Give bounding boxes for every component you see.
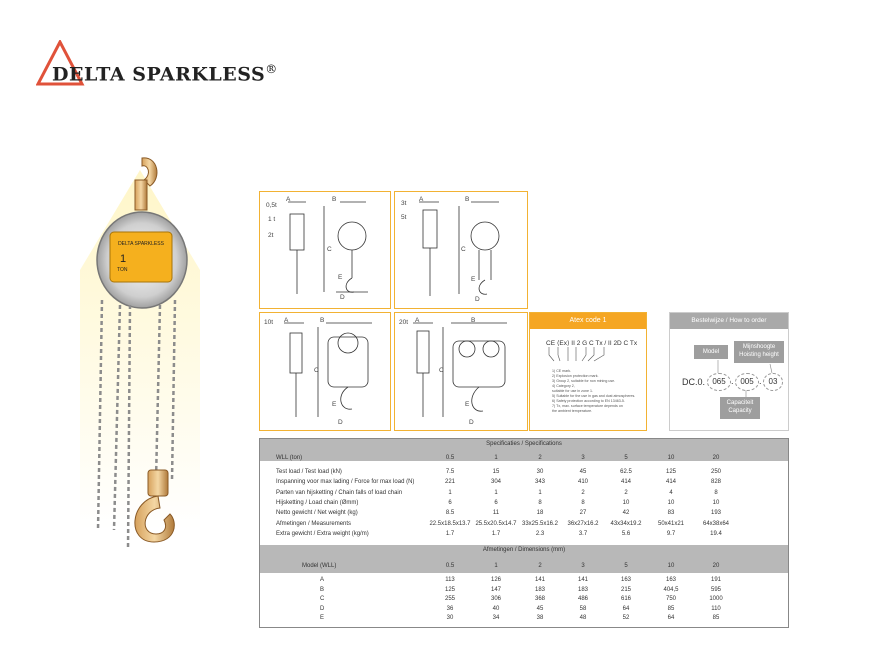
table-cell: 250: [710, 469, 721, 475]
table-cell: 48: [579, 615, 587, 622]
column-header: 20: [712, 455, 720, 461]
logo-text: DELTA SPARKLESS: [52, 63, 266, 86]
row-label: Test load / Test load (kN): [276, 469, 342, 475]
atex-code: CE ⟨Ex⟩ II 2 G C Tx / II 2D C Tx: [546, 340, 638, 347]
table-cell: 1.7: [445, 530, 455, 537]
dim-letter: D: [475, 296, 480, 303]
table-row: [260, 521, 788, 530]
capacity-label-box: Capaciteit Capacity: [720, 397, 760, 419]
load-label: 0,5t: [266, 202, 277, 209]
table-cell: 1: [538, 489, 542, 496]
table-cell: 110: [711, 605, 721, 612]
table-cell: 304: [490, 479, 501, 486]
wll-header-row: [260, 455, 788, 464]
dim-letter: B: [320, 317, 325, 324]
model-header-row: [260, 563, 788, 572]
table-cell: 6: [494, 499, 498, 506]
row-label: Parten van hijsketting / Chain falls of load chain: [276, 489, 403, 496]
specifications-table: [259, 438, 789, 628]
table-row: [260, 510, 788, 519]
table-cell: 36x27x16.2: [567, 520, 599, 527]
table-cell: 30: [536, 469, 544, 475]
table-cell: 40: [492, 605, 500, 612]
table-row: [260, 490, 788, 499]
table-cell: 183: [534, 586, 545, 593]
row-label: D: [320, 605, 325, 612]
table-cell: 404,5: [663, 586, 679, 593]
order-code-box: [669, 312, 789, 431]
table-cell: 595: [710, 586, 721, 593]
table-cell: 25.5x20.5x14.7: [475, 520, 517, 527]
hoist-dimension-drawing: [395, 313, 529, 432]
atex-title: Atex code 1: [530, 313, 646, 329]
table-cell: 64: [667, 615, 675, 622]
model-value: 065: [707, 373, 731, 391]
hoist-label-capacity: 1: [120, 253, 127, 265]
table-cell: 125: [444, 586, 455, 593]
table-cell: 62.5: [620, 469, 632, 475]
order-prefix: DC.0.: [682, 377, 706, 387]
column-header: 1: [494, 455, 498, 461]
table-cell: 7.5: [445, 469, 455, 475]
table-cell: 125: [665, 469, 676, 475]
hoist-dimension-drawing: [260, 192, 392, 310]
table-row: [260, 531, 788, 540]
load-label: 3t: [401, 200, 407, 207]
column-header: 5: [624, 455, 628, 461]
table-cell: 22.5x18.5x13.7: [429, 520, 471, 527]
table-row: [260, 479, 788, 488]
table-cell: 828: [710, 479, 721, 486]
table-row: [260, 469, 788, 478]
atex-code-brackets: [546, 347, 636, 367]
diagram-panel-1: [259, 191, 391, 309]
table-cell: 486: [577, 596, 588, 603]
table-row: [260, 577, 788, 586]
row-label: E: [320, 615, 325, 622]
table-cell: 6: [448, 499, 452, 506]
table-cell: 1: [494, 489, 498, 496]
table-cell: 750: [665, 596, 676, 603]
table-cell: 36: [446, 605, 454, 612]
row-label: B: [320, 586, 325, 593]
table-cell: 34: [492, 615, 500, 622]
order-separator: .: [731, 376, 734, 386]
dim-letter: E: [332, 401, 337, 408]
dim-letter: D: [338, 419, 343, 426]
column-header: 0.5: [445, 563, 455, 569]
hoist-label-unit: TON: [117, 267, 128, 273]
model-label-box: Model: [694, 345, 728, 359]
table-row: [260, 587, 788, 596]
load-label: 20t: [399, 319, 409, 326]
table-cell: 183: [577, 586, 588, 593]
table-cell: 616: [620, 596, 631, 603]
table-cell: 45: [536, 605, 544, 612]
table-cell: 343: [534, 479, 545, 486]
table-row: [260, 500, 788, 509]
table-cell: 2.3: [535, 530, 545, 537]
table-cell: 10: [622, 499, 630, 506]
table-cell: 2: [624, 489, 628, 496]
table-cell: 8: [581, 499, 585, 506]
atex-notes: 1) CE mark. 2) Explosion protection mark. 3) Group 2, suitable for non mining use. 4) Category 2, suitable for use in zone 1. 5) Suitable for the use in gas and dust atmospheres. 6) Safety protection according to EN 13463-5. 7) Tx, max. surface temperature depends on the ambient temperature.: [552, 369, 636, 413]
table-cell: 1: [448, 489, 452, 496]
capacity-value: 005: [735, 373, 759, 391]
column-header: 0.5: [445, 455, 455, 461]
diagram-panel-4: [394, 312, 528, 431]
table-row: [260, 606, 788, 615]
order-separator: .: [759, 376, 762, 386]
table-cell: 43x34x19.2: [610, 520, 642, 527]
column-header: 2: [538, 455, 542, 461]
table-cell: 64x38x64: [702, 520, 730, 527]
table-cell: 306: [490, 596, 501, 603]
dim-letter: A: [284, 317, 289, 324]
column-header: 1: [494, 563, 498, 569]
hoist-dimension-drawing: [260, 313, 392, 432]
table-cell: 19.4: [710, 530, 722, 537]
table-cell: 4: [669, 489, 673, 496]
table-cell: 8: [714, 489, 718, 496]
table-row: [260, 615, 788, 624]
hoist-label-brand: DELTA SPARKLESS: [118, 241, 164, 247]
column-header: 5: [624, 563, 628, 569]
row-label: Extra gewicht / Extra weight (kg/m): [276, 530, 369, 537]
table-cell: 414: [665, 479, 676, 486]
table-cell: 50x41x21: [657, 520, 685, 527]
wll-label: WLL (ton): [276, 455, 303, 461]
table-cell: 38: [536, 615, 544, 622]
row-label: A: [320, 577, 325, 583]
table-cell: 45: [579, 469, 587, 475]
table-cell: 113: [445, 577, 455, 583]
table-cell: 191: [710, 577, 721, 583]
table-cell: 221: [444, 479, 455, 486]
dim-letter: A: [415, 317, 420, 324]
table-cell: 9.7: [666, 530, 676, 537]
table-cell: 5.6: [621, 530, 631, 537]
table-cell: 193: [710, 510, 721, 517]
column-header: 3: [581, 563, 585, 569]
table-cell: 3.7: [578, 530, 588, 537]
dim-letter: C: [461, 246, 466, 253]
dim-letter: D: [340, 294, 345, 301]
chain-hoist-image: [80, 150, 200, 570]
row-label: Hijsketting / Load chain (Ømm): [276, 499, 359, 506]
table-cell: 1.7: [491, 530, 501, 537]
spec-title: Specificaties / Specifications: [486, 441, 562, 447]
table-cell: 147: [490, 586, 501, 593]
row-label: Inspanning voor max lading / Force for max load (N): [276, 479, 415, 486]
table-cell: 18: [536, 510, 544, 517]
table-cell: 141: [534, 577, 545, 583]
dim-letter: B: [332, 196, 337, 203]
table-cell: 1000: [709, 596, 723, 603]
column-header: 2: [538, 563, 542, 569]
diagram-panel-2: [394, 191, 528, 309]
dim-letter: E: [465, 401, 470, 408]
dim-letter: B: [465, 196, 470, 203]
height-label-box: Mijnshoogte Hoisting height: [734, 341, 784, 363]
column-header: 10: [667, 563, 675, 569]
table-cell: 85: [667, 605, 675, 612]
table-cell: 83: [667, 510, 675, 517]
dim-letter: A: [286, 196, 291, 203]
table-cell: 368: [534, 596, 545, 603]
table-cell: 141: [577, 577, 588, 583]
table-cell: 414: [620, 479, 631, 486]
table-cell: 8.5: [445, 510, 455, 517]
table-cell: 2: [581, 489, 585, 496]
load-label: 1 t: [268, 216, 276, 223]
row-label: Afmetingen / Measurements: [276, 520, 352, 527]
table-cell: 15: [492, 469, 500, 475]
table-cell: 33x25.5x16.2: [521, 520, 559, 527]
table-cell: 58: [579, 605, 587, 612]
table-cell: 42: [622, 510, 630, 517]
table-cell: 85: [712, 615, 720, 622]
order-title: Bestelwijze / How to order: [670, 313, 788, 329]
column-header: 3: [581, 455, 585, 461]
dim-letter: C: [327, 246, 332, 253]
table-cell: 163: [620, 577, 631, 583]
table-cell: 11: [492, 510, 500, 517]
table-cell: 255: [444, 596, 455, 603]
table-cell: 30: [446, 615, 454, 622]
column-header: 10: [667, 455, 675, 461]
atex-code-box: [529, 312, 647, 431]
table-cell: 126: [490, 577, 501, 583]
table-cell: 163: [665, 577, 676, 583]
dim-letter: D: [469, 419, 474, 426]
table-row: [260, 596, 788, 605]
table-cell: 8: [538, 499, 542, 506]
table-cell: 215: [620, 586, 631, 593]
dim-letter: E: [471, 276, 476, 283]
dim-letter: B: [471, 317, 476, 324]
brand-logo: [36, 40, 356, 90]
table-cell: 410: [577, 479, 588, 486]
column-header: 20: [712, 563, 720, 569]
dimensions-title: Afmetingen / Dimensions (mm): [482, 547, 566, 553]
diagram-panel-3: [259, 312, 391, 431]
dim-letter: E: [338, 274, 343, 281]
model-wll-label: Model (WLL): [302, 563, 337, 569]
table-cell: 27: [579, 510, 587, 517]
row-label: C: [320, 596, 325, 603]
dim-letter: C: [439, 367, 444, 374]
row-label: Netto gewicht / Net weight (kg): [276, 510, 358, 517]
table-cell: 10: [667, 499, 675, 506]
dim-letter: C: [314, 367, 319, 374]
load-label: 2t: [268, 232, 274, 239]
load-label: 10t: [264, 319, 274, 326]
table-cell: 52: [622, 615, 630, 622]
height-value: 03: [763, 373, 783, 391]
registered-mark: ®: [265, 62, 278, 76]
load-label: 5t: [401, 214, 407, 221]
table-cell: 64: [622, 605, 630, 612]
dim-letter: A: [419, 196, 424, 203]
table-cell: 10: [712, 499, 720, 506]
